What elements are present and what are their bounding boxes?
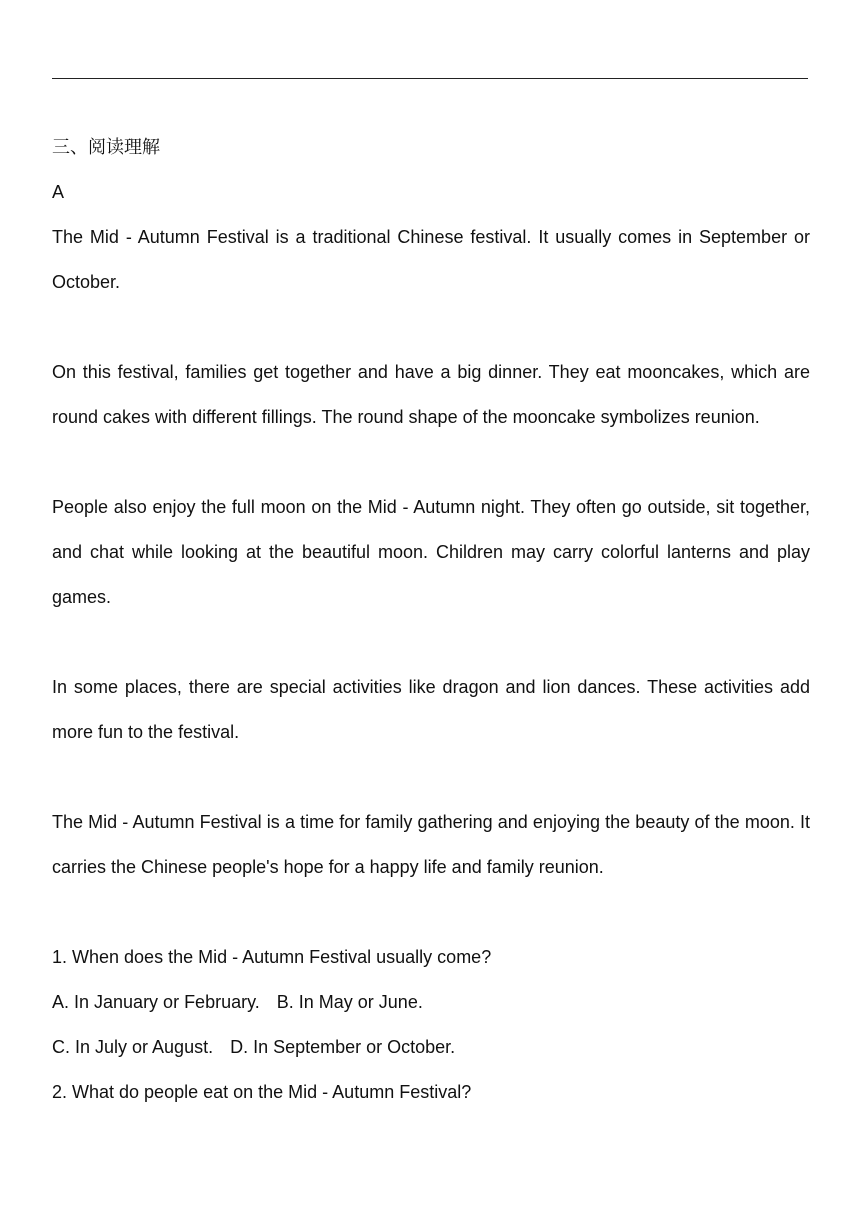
question-1: 1. When does the Mid - Autumn Festival usually come? xyxy=(52,947,492,967)
section-heading: 三、阅读理解 xyxy=(52,137,160,158)
option-row-2 xyxy=(52,1025,810,1070)
paragraph: The Mid - Autumn Festival is a time for family gathering and enjoying the beauty of the moon. It carries the Chinese people's hope for a happy life and family reunion. xyxy=(52,812,810,877)
passage-label: A xyxy=(52,182,65,202)
paragraph: People also enjoy the full moon on the Mid - Autumn night. They often go outside, sit together, and chat while looking at the beautiful moon. Children may carry colorful lanterns and play games. xyxy=(52,497,810,607)
header-rule xyxy=(52,78,808,79)
paragraph: On this festival, families get together and have a big dinner. They eat mooncakes, which are round cakes with different fillings. The round shape of the mooncake symbolizes reunion. xyxy=(52,362,810,427)
document-body xyxy=(52,125,810,1115)
option-d: D. In September or October. xyxy=(230,1037,456,1057)
option-c: C. In July or August. xyxy=(52,1037,214,1057)
option-row-1 xyxy=(52,980,810,1025)
paragraph: The Mid - Autumn Festival is a traditional Chinese festival. It usually comes in September or October. xyxy=(52,227,810,292)
option-b: B. In May or June. xyxy=(276,992,423,1012)
option-a: A. In January or February. xyxy=(52,992,260,1012)
question-2: 2. What do people eat on the Mid - Autumn Festival? xyxy=(52,1082,472,1102)
paragraph: In some places, there are special activities like dragon and lion dances. These activities add more fun to the festival. xyxy=(52,677,810,742)
